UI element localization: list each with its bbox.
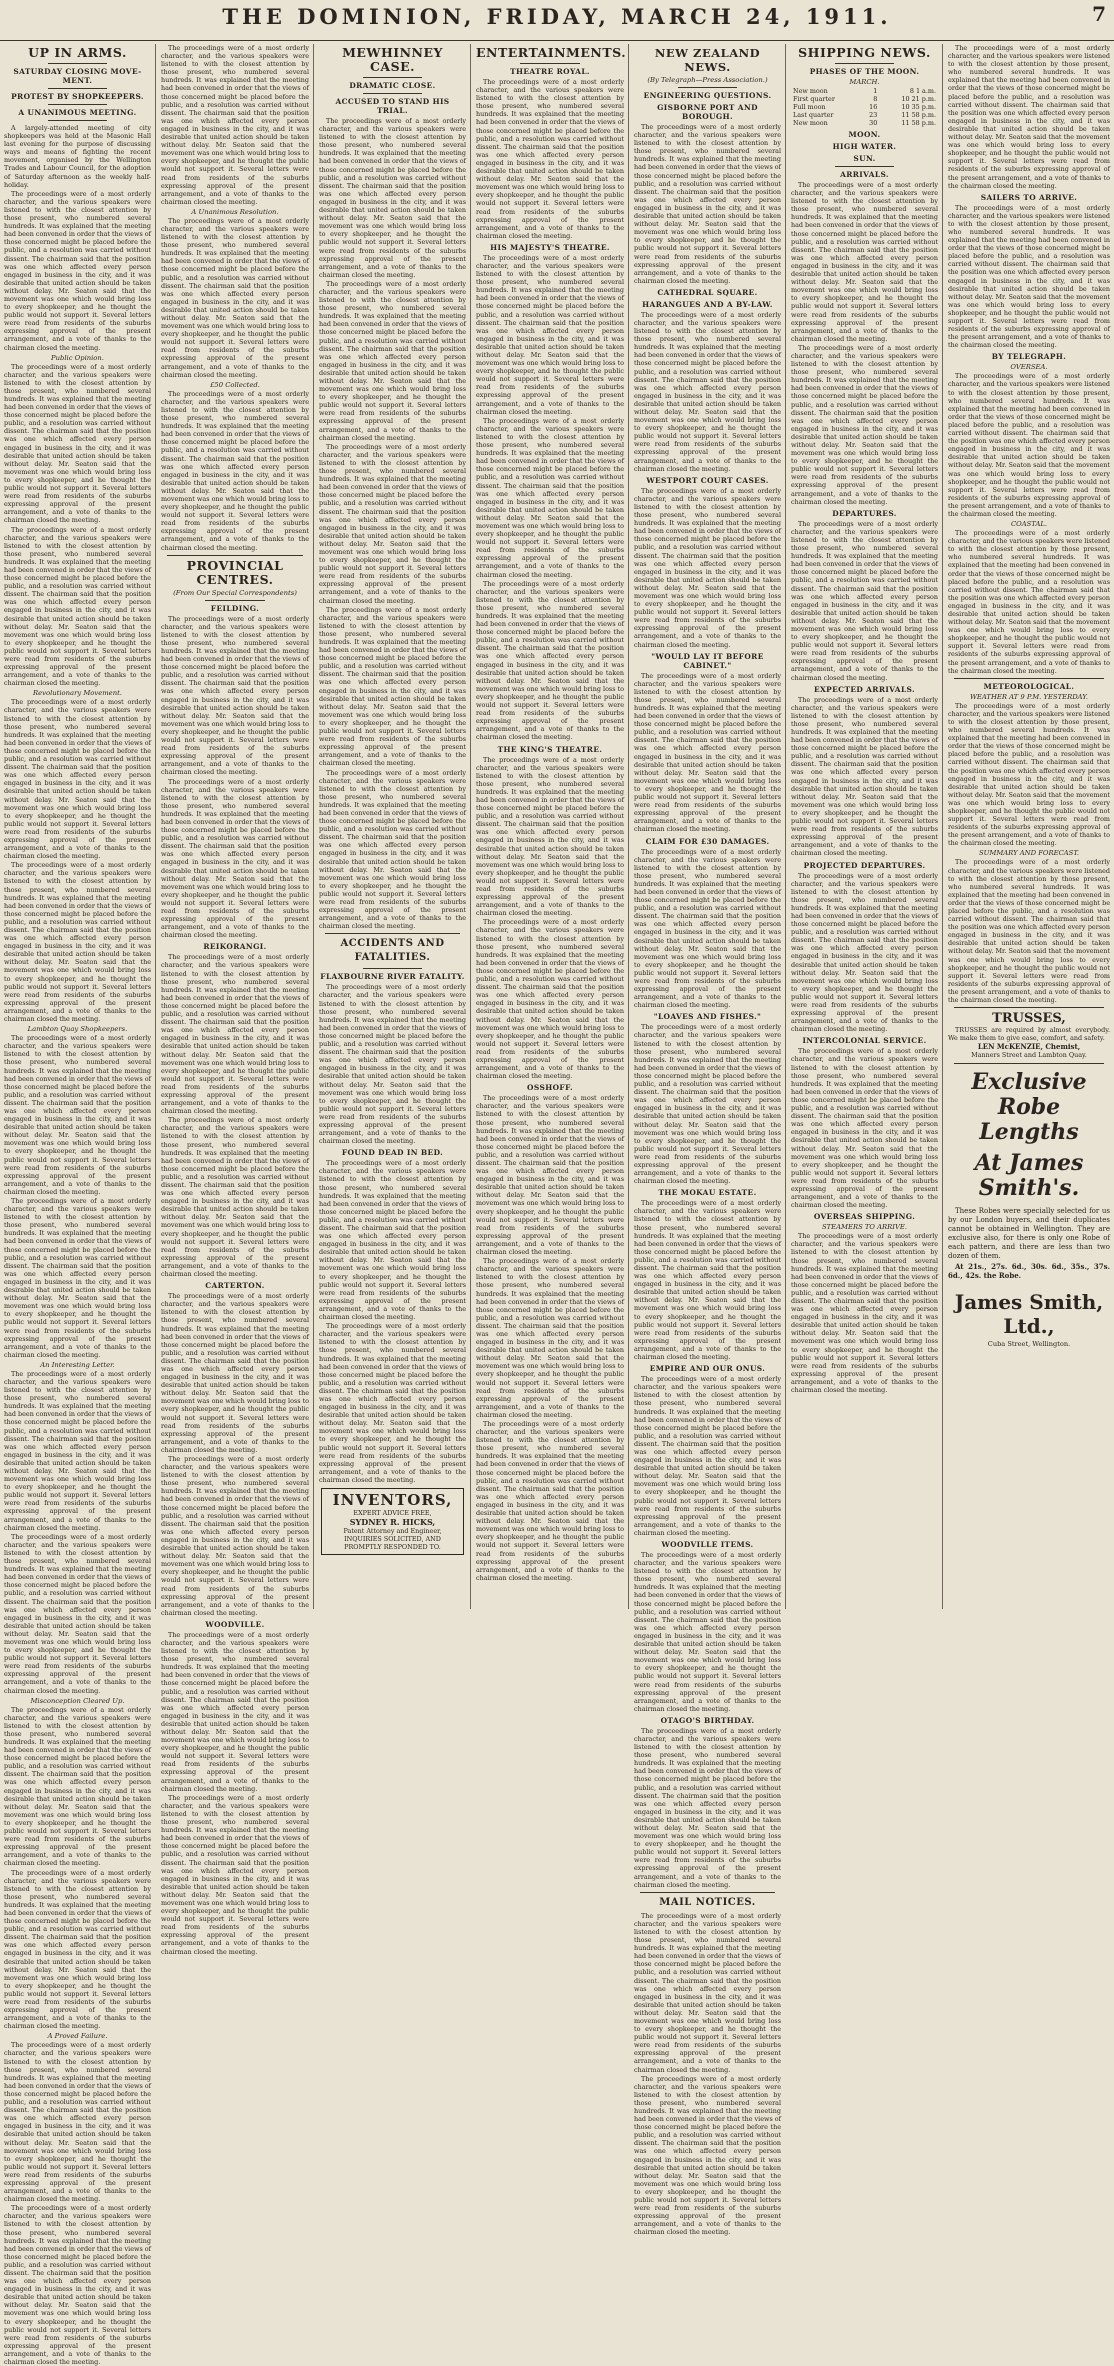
table-row xyxy=(791,95,938,103)
article-text: The proceedings were of a most orderly character, and the various speakers were listened to with the closest attention by those present, who numbered several hundreds. It was explained that the meeting had been convened in order that the views of those concerned might be placed before the public, and a resolution was carried without dissent. The chairman said that the position was one which affected every person engaged in business in the city, and it was desirable that united action should be taken without delay. Mr. Seaton said that the movement was one which would bring loss to every shopkeeper, and he thought the public would not support it. Several letters were read from residents of the suburbs expressing approval of the present arrangement, and a vote of thanks to the chairman closed the meeting. xyxy=(161,1455,309,1617)
article-text: The proceedings were of a most orderly character, and the various speakers were listened to with the closest attention by those present, who numbered several hundreds. It was explained that the meeting had been convened in order that the views of those concerned might be placed before the public, and a resolution was carried without dissent. The chairman said that the position was one which affected every person engaged in business in the city, and it was desirable that united action should be taken without delay. Mr. Seaton said that the movement was one which would bring loss to every shopkeeper, and he thought the public would not support it. Several letters were read from residents of the suburbs expressing approval of the present arrangement, and a vote of thanks to the chairman closed the meeting. xyxy=(476,1094,624,1257)
subhead-theatre-royal: THEATRE ROYAL. xyxy=(510,67,590,76)
moon-phase: Last quarter xyxy=(793,111,834,119)
article-text: The proceedings were of a most orderly character, and the various speakers were listened to with the closest attention by those present, who numbered several hundreds. It was explained that the meeting had been convened in order that the views of those concerned might be placed before the public, and a resolution was carried without dissent. The chairman said that the position was one which affected every person engaged in business in the city, and it was desirable that united action should be taken without delay. Mr. Seaton said that the movement was one which would bring loss to every shopkeeper, and he thought the public would not support it. Several letters were read from residents of the suburbs expressing approval of the present arrangement, and a vote of thanks to the chairman closed the meeting. xyxy=(319,1322,466,1484)
column-7 xyxy=(948,44,1110,1609)
table-row xyxy=(791,111,938,119)
masthead xyxy=(0,0,1114,41)
table-row xyxy=(791,87,938,95)
subhead-woodville: WOODVILLE. xyxy=(205,1619,265,1629)
article-text: The proceedings were of a most orderly character, and the various speakers were listened to with the closest attention by those present, who numbered several hundreds. It was explained that the meeting had been convened in order that the views of those concerned might be placed before the public, and a resolution was carried without dissent. The chairman said that the position was one which affected every person engaged in business in the city, and it was desirable that united action should be taken without delay. Mr. Seaton said that the movement was one which would bring loss to every shopkeeper, and he thought the public would not support it. Several letters were read from residents of the suburbs expressing approval of the present arrangement, and a vote of thanks to the chairman closed the meeting. xyxy=(4,1369,151,1532)
subhead-sailers: SAILERS TO ARRIVE. xyxy=(980,192,1078,202)
table-row xyxy=(791,119,938,127)
headline-accidents: ACCIDENTS AND FATALITIES. xyxy=(340,938,445,964)
article-text: The proceedings were of a most orderly character, and the various speakers were listened to with the closest attention by those present, who numbered several hundreds. It was explained that the meeting had been convened in order that the views of those concerned might be placed before the public, and a resolution was carried without dissent. The chairman said that the position was one which affected every person engaged in business in the city, and it was desirable that united action should be taken without delay. Mr. Seaton said that the movement was one which would bring loss to every shopkeeper, and he thought the public would not support it. Several letters were read from residents of the suburbs expressing approval of the present arrangement, and a vote of thanks to the chairman closed the meeting. xyxy=(319,605,466,768)
article-text: The proceedings were of a most orderly character, and the various speakers were listened to with the closest attention by those present, who numbered several hundreds. It was explained that the meeting had been convened in order that the views of those concerned might be placed before the public, and a resolution was carried without dissent. The chairman said that the position was one which affected every person engaged in business in the city, and it was desirable that united action should be taken without delay. Mr. Seaton said that the movement was one which would bring loss to every shopkeeper, and he thought the public would not support it. Several letters were read from residents of the suburbs expressing approval of the present arrangement, and a vote of thanks to the chairman closed the meeting. xyxy=(319,279,466,442)
column-2 xyxy=(161,44,309,1956)
moon-phase: First quarter xyxy=(793,95,835,103)
article-text: The proceedings were of a most orderly character, and the various speakers were listened to with the closest attention by those present, who numbered several hundreds. It was explained that the meeting had been convened in order that the views of those concerned might be placed before the public, and a resolution was carried without dissent. The chairman said that the position was one which affected every person engaged in business in the city, and it was desirable that united action should be taken without delay. Mr. Seaton said that the movement was one which would bring loss to every shopkeeper, and he thought the public would not support it. Several letters were read from residents of the suburbs expressing approval of the present arrangement, and a vote of thanks to the chairman closed the meeting. xyxy=(4,2204,151,2366)
article-text: The proceedings were of a most orderly character, and the various speakers were listened to with the closest attention by those present, who numbered several hundreds. It was explained that the meeting had been convened in order that the views of those concerned might be placed before the public, and a resolution was carried without dissent. The chairman said that the position was one which affected every person engaged in business in the city, and it was desirable that united action should be taken without delay. Mr. Seaton said that the movement was one which would bring loss to every shopkeeper, and he thought the public would not support it. Several letters were read from residents of the suburbs expressing approval of the present arrangement, and a vote of thanks to the chairman closed the meeting. xyxy=(161,777,309,940)
moon-time: 10 35 p.m. xyxy=(901,103,936,111)
subhead-carterton: CARTERTON. xyxy=(205,1281,265,1291)
subhead-overseas-shipping: OVERSEAS SHIPPING. xyxy=(813,1212,916,1222)
article-text: The proceedings were of a most orderly character, and the various speakers were listened to with the closest attention by those present, who numbered several hundreds. It was explained that the meeting had been convened in order that the views of those concerned might be placed before the public, and a resolution was carried without dissent. The chairman said that the position was one which affected every person engaged in business in the city, and it was desirable that united action should be taken without delay. Mr. Seaton said that the movement was one which would bring loss to every shopkeeper, and he thought the public would not support it. Several letters were read from residents of the suburbs expressing approval of the present arrangement, and a vote of thanks to the chairman closed the meeting. xyxy=(791,871,938,1034)
column-rule xyxy=(785,44,786,1609)
article-text: The proceedings were of a most orderly character, and the various speakers were listened to with the closest attention by those present, who numbered several hundreds. It was explained that the meeting had been convened in order that the views of those concerned might be placed before the public, and a resolution was carried without dissent. The chairman said that the position was one which affected every person engaged in business in the city, and it was desirable that united action should be taken without delay. Mr. Seaton said that the movement was one which would bring loss to every shopkeeper, and he thought the public would not support it. Several letters were read from residents of the suburbs expressing approval of the present arrangement, and a vote of thanks to the chairman closed the meeting. xyxy=(634,671,781,834)
column-rule xyxy=(942,44,943,1609)
article-text: The proceedings were of a most orderly character, and the various speakers were listened to with the closest attention by those present, who numbered several hundreds. It was explained that the meeting had been convened in order that the views of those concerned might be placed before the public, and a resolution was carried without dissent. The chairman said that the position was one which affected every person engaged in business in the city, and it was desirable that united action should be taken without delay. Mr. Seaton said that the movement was one which would bring loss to every shopkeeper, and he thought the public would not support it. Several letters were read from residents of the suburbs expressing approval of the present arrangement, and a vote of thanks to the chairman closed the meeting. xyxy=(161,1630,309,1793)
article-text: The proceedings were of a most orderly character, and the various speakers were listened to with the closest attention by those present, who numbered several hundreds. It was explained that the meeting had been convened in order that the views of those concerned might be placed before the public, and a resolution was carried without dissent. The chairman said that the position was one which affected every person engaged in business in the city, and it was desirable that united action should be taken without delay. Mr. Seaton said that the movement was one which would bring loss to every shopkeeper, and he thought the public would not support it. Several letters were read from residents of the suburbs expressing approval of the present arrangement, and a vote of thanks to the chairman closed the meeting. xyxy=(476,1257,624,1419)
article-text: The proceedings were of a most orderly character, and the various speakers were listened to with the closest attention by those present, who numbered several hundreds. It was explained that the meeting had been convened in order that the views of those concerned might be placed before the public, and a resolution was carried without dissent. The chairman said that the position was one which affected every person engaged in business in the city, and it was desirable that united action should be taken without delay. Mr. Seaton said that the movement was one which would bring loss to every shopkeeper, and he thought the public would not support it. Several letters were read from residents of the suburbs expressing approval of the present arrangement, and a vote of thanks to the chairman closed the meeting. xyxy=(4,1034,151,1196)
headline-mewhinney: MEWHINNEY CASE. xyxy=(342,45,443,74)
moon-time: 11 58 p.m. xyxy=(901,111,936,119)
subhead-flaxbourne: FLAXBOURNE RIVER FATALITY. xyxy=(320,972,465,982)
article-text: The proceedings were of a most orderly character, and the various speakers were listened to with the closest attention by those present, who numbered several hundreds. It was explained that the meeting had been convened in order that the views of those concerned might be placed before the public, and a resolution was carried without dissent. The chairman said that the position was one which affected every person engaged in business in the city, and it was desirable that united action should be taken without delay. Mr. Seaton said that the movement was one which would bring loss to every shopkeeper, and he thought the public would not support it. Several letters were read from residents of the suburbs expressing approval of the present arrangement, and a vote of thanks to the chairman closed the meeting. xyxy=(161,389,309,552)
article-text: The proceedings were of a most orderly character, and the various speakers were listened to with the closest attention by those present, who numbered several hundreds. It was explained that the meeting had been convened in order that the views of those concerned might be placed before the public, and a resolution was carried without dissent. The chairman said that the position was one which affected every person engaged in business in the city, and it was desirable that united action should be taken without delay. Mr. Seaton said that the movement was one which would bring loss to every shopkeeper, and he thought the public would not support it. Several letters were read from residents of the suburbs expressing approval of the present arrangement, and a vote of thanks to the chairman closed the meeting. xyxy=(4,861,151,1024)
article-text: The proceedings were of a most orderly character, and the various speakers were listened to with the closest attention by those present, who numbered several hundreds. It was explained that the meeting had been convened in order that the views of those concerned might be placed before the public, and a resolution was carried without dissent. The chairman said that the position was one which affected every person engaged in business in the city, and it was desirable that united action should be taken without delay. Mr. Seaton said that the movement was one which would bring loss to every shopkeeper, and he thought the public would not support it. Several letters were read from residents of the suburbs expressing approval of the present arrangement, and a vote of thanks to the chairman closed the meeting. xyxy=(161,1116,309,1279)
article-text: The proceedings were of a most orderly character, and the various speakers were listened to with the closest attention by those present, who numbered several hundreds. It was explained that the meeting had been convened in order that the views of those concerned might be placed before the public, and a resolution was carried without dissent. The chairman said that the position was one which affected every person engaged in business in the city, and it was desirable that united action should be taken without delay. Mr. Seaton said that the movement was one which would bring loss to every shopkeeper, and he thought the public would not support it. Several letters were read from residents of the suburbs expressing approval of the present arrangement, and a vote of thanks to the chairman closed the meeting. xyxy=(4,2041,151,2204)
subhead-protest: PROTEST BY SHOPKEEPERS. xyxy=(11,92,144,101)
article-text: The proceedings were of a most orderly character, and the various speakers were listened to with the closest attention by those present, who numbered several hundreds. It was explained that the meeting had been convened in order that the views of those concerned might be placed before the public, and a resolution was carried without dissent. The chairman said that the position was one which affected every person engaged in business in the city, and it was desirable that united action should be taken without delay. Mr. Seaton said that the movement was one which would bring loss to every shopkeeper, and he thought the public would not support it. Several letters were read from residents of the suburbs expressing approval of the present arrangement, and a vote of thanks to the chairman closed the meeting. xyxy=(476,78,624,240)
article-text: The proceedings were of a most orderly character, and the various speakers were listened to with the closest attention by those present, who numbered several hundreds. It was explained that the meeting had been convened in order that the views of those concerned might be placed before the public, and a resolution was carried without dissent. The chairman said that the position was one which affected every person engaged in business in the city, and it was desirable that united action should be taken without delay. Mr. Seaton said that the movement was one which would bring loss to every shopkeeper, and he thought the public would not support it. Several letters were read from residents of the suburbs expressing approval of the present arrangement, and a vote of thanks to the chairman closed the meeting. xyxy=(476,253,624,416)
ad-trusses-title: TRUSSES, xyxy=(992,1011,1066,1027)
article-text: The proceedings were of a most orderly character, and the various speakers were listened to with the closest attention by those present, who numbered several hundreds. It was explained that the meeting had been convened in order that the views of those concerned might be placed before the public, and a resolution was carried without dissent. The chairman said that the position was one which affected every person engaged in business in the city, and it was desirable that united action should be taken without delay. Mr. Seaton said that the movement was one which would bring loss to every shopkeeper, and he thought the public would not support it. Several letters were read from residents of the suburbs expressing approval of the present arrangement, and a vote of thanks to the chairman closed the meeting. xyxy=(791,1232,938,1395)
ad-address: Manners Street and Lambton Quay. xyxy=(971,1051,1087,1060)
article-text: The proceedings were of a most orderly character, and the various speakers were listened to with the closest attention by those present, who numbered several hundreds. It was explained that the meeting had been convened in order that the views of those concerned might be placed before the public, and a resolution was carried without dissent. The chairman said that the position was one which affected every person engaged in business in the city, and it was desirable that united action should be taken without delay. Mr. Seaton said that the movement was one which would bring loss to every shopkeeper, and he thought the public would not support it. Several letters were read from residents of the suburbs expressing approval of the present arrangement, and a vote of thanks to the chairman closed the meeting. xyxy=(634,2074,781,2237)
moon-time: 10 21 p.m. xyxy=(901,95,936,103)
subhead-osshoff: OSSHOFF. xyxy=(527,1083,573,1093)
article-text: The proceedings were of a most orderly character, and the various speakers were listened to with the closest attention by those present, who numbered several hundreds. It was explained that the meeting had been convened in order that the views of those concerned might be placed before the public, and a resolution was carried without dissent. The chairman said that the position was one which affected every person engaged in business in the city, and it was desirable that united action should be taken without delay. Mr. Seaton said that the movement was one which would bring loss to every shopkeeper, and he thought the public would not support it. Several letters were read from residents of the suburbs expressing approval of the present arrangement, and a vote of thanks to the chairman closed the meeting. xyxy=(319,768,466,931)
subhead-otago: OTAGO'S BIRTHDAY. xyxy=(660,1715,755,1725)
moon-day: 16 xyxy=(869,103,878,111)
subhead-engineering: ENGINEERING QUESTIONS. xyxy=(643,91,772,100)
subhead-by-telegraph: BY TELEGRAPH. xyxy=(991,352,1067,362)
article-text: The proceedings were of a most orderly character, and the various speakers were listened to with the closest attention by those present, who numbered several hundreds. It was explained that the meeting had been convened in order that the views of those concerned might be placed before the public, and a resolution was carried without dissent. The chairman said that the position was one which affected every person engaged in business in the city, and it was desirable that united action should be taken without delay. Mr. Seaton said that the movement was one which would bring loss to every shopkeeper, and he thought the public would not support it. Several letters were read from residents of the suburbs expressing approval of the present arrangement, and a vote of thanks to the chairman closed the meeting. xyxy=(4,1532,151,1695)
table-row xyxy=(791,103,938,111)
article-text: The proceedings were of a most orderly character, and the various speakers were listened to with the closest attention by those present, who numbered several hundreds. It was explained that the meeting had been convened in order that the views of those concerned might be placed before the public, and a resolution was carried without dissent. The chairman said that the position was one which affected every person engaged in business in the city, and it was desirable that united action should be taken without delay. Mr. Seaton said that the movement was one which would bring loss to every shopkeeper, and he thought the public would not support it. Several letters were read from residents of the suburbs expressing approval of the present arrangement, and a vote of thanks to the chairman closed the meeting. xyxy=(476,755,624,918)
moon-phase-table xyxy=(791,87,938,127)
column-rule xyxy=(628,44,629,1609)
article-text: The proceedings were of a most orderly character, and the various speakers were listened to with the closest attention by those present, who numbered several hundreds. It was explained that the meeting had been convened in order that the views of those concerned might be placed before the public, and a resolution was carried without dissent. The chairman said that the position was one which affected every person engaged in business in the city, and it was desirable that united action should be taken without delay. Mr. Seaton said that the movement was one which would bring loss to every shopkeeper, and he thought the public would not support it. Several letters were read from residents of the suburbs expressing approval of the present arrangement, and a vote of thanks to the chairman closed the meeting. xyxy=(4,362,151,525)
article-text: The proceedings were of a most orderly character, and the various speakers were listened to with the closest attention by those present, who numbered several hundreds. It was explained that the meeting had been convened in order that the views of those concerned might be placed before the public, and a resolution was carried without dissent. The chairman said that the position was one which affected every person engaged in business in the city, and it was desirable that united action should be taken without delay. Mr. Seaton said that the movement was one which would bring loss to every shopkeeper, and he thought the public would not support it. Several letters were read from residents of the suburbs expressing approval of the present arrangement, and a vote of thanks to the chairman closed the meeting. xyxy=(476,1420,624,1582)
ad-name: SYDNEY R. HICKS, xyxy=(349,1517,436,1528)
ad-robe-text: These Robes were specially selected for us by our London buyers, and their duplicates cannot be obtained in Wellington. They are exclusive also, for there is only one Robe of each pattern, and there are less than two dozen of them. xyxy=(948,1206,1110,1260)
article-text: The proceedings were of a most orderly character, and the various speakers were listened to with the closest attention by those present, who numbered several hundreds. It was explained that the meeting had been convened in order that the views of those concerned might be placed before the public, and a resolution was carried without dissent. The chairman said that the position was one which affected every person engaged in business in the city, and it was desirable that united action should be taken without delay. Mr. Seaton said that the movement was one which would bring loss to every shopkeeper, and he thought the public would not support it. Several letters were read from residents of the suburbs expressing approval of the present arrangement, and a vote of thanks to the chairman closed the meeting. xyxy=(4,698,151,861)
ad-trusses-text: TRUSSES are required by almost everybody. We make them to give ease, comfort, and safety. xyxy=(948,1026,1110,1043)
subhead-oversea: OVERSEA. xyxy=(1010,363,1048,372)
ad-line: EXPERT ADVICE FREE, xyxy=(353,1509,432,1517)
moon-day: 8 xyxy=(873,95,878,103)
ad-company-name: James Smith, Ltd., xyxy=(954,1289,1104,1338)
article-text: The proceedings were of a most orderly character, and the various speakers were listened to with the closest attention by those present, who numbered several hundreds. It was explained that the meeting had been convened in order that the views of those concerned might be placed before the public, and a resolution was carried without dissent. The chairman said that the position was one which affected every person engaged in business in the city, and it was desirable that united action should be taken without delay. Mr. Seaton said that the movement was one which would bring loss to every shopkeeper, and he thought the public would not support it. Several letters were read from residents of the suburbs expressing approval of the present arrangement, and a vote of thanks to the chairman closed the meeting. xyxy=(634,310,781,473)
subhead-expected: EXPECTED ARRIVALS. xyxy=(814,684,915,694)
article-text: The proceedings were of a most orderly character, and the various speakers were listened to with the closest attention by those present, who numbered several hundreds. It was explained that the meeting had been convened in order that the views of those concerned might be placed before the public, and a resolution was carried without dissent. The chairman said that the position was one which affected every person engaged in business in the city, and it was desirable that united action should be taken without delay. Mr. Seaton said that the movement was one which would bring loss to every shopkeeper, and he thought the public would not support it. Several letters were read from residents of the suburbs expressing approval of the present arrangement, and a vote of thanks to the chairman closed the meeting. xyxy=(948,44,1110,190)
moon-day: 1 xyxy=(873,87,878,95)
subhead-summary: SUMMARY AND FORECAST. xyxy=(978,849,1080,858)
column-4 xyxy=(476,44,627,1609)
headline-mail-notices: MAIL NOTICES. xyxy=(659,1896,756,1908)
moon-phase: New moon xyxy=(793,87,828,95)
article-text: The proceedings were of a most orderly character, and the various speakers were listened to with the closest attention by those present, who numbered several hundreds. It was explained that the meeting had been convened in order that the views of those concerned might be placed before the public, and a resolution was carried without dissent. The chairman said that the position was one which affected every person engaged in business in the city, and it was desirable that united action should be taken without delay. Mr. Seaton said that the movement was one which would bring loss to every shopkeeper, and he thought the public would not support it. Several letters were read from residents of the suburbs expressing approval of the present arrangement, and a vote of thanks to the chairman closed the meeting. xyxy=(948,529,1110,675)
moon-time: 11 58 p.m. xyxy=(901,119,936,127)
moon-phase: New moon xyxy=(793,119,828,127)
subhead-high-water: HIGH WATER. xyxy=(832,142,897,151)
article-text: The proceedings were of a most orderly character, and the various speakers were listened to with the closest attention by those present, who numbered several hundreds. It was explained that the meeting had been convened in order that the views of those concerned might be placed before the public, and a resolution was carried without dissent. The chairman said that the position was one which affected every person engaged in business in the city, and it was desirable that united action should be taken without delay. Mr. Seaton said that the movement was one which would bring loss to every shopkeeper, and he thought the public would not support it. Several letters were read from residents of the suburbs expressing approval of the present arrangement, and a vote of thanks to the chairman closed the meeting. xyxy=(791,1047,938,1210)
section-heading: Public Opinion. xyxy=(51,353,104,362)
ad-robe-heading: Exclusive Robe Lengths xyxy=(971,1068,1087,1145)
article-text: The proceedings were of a most orderly character, and the various speakers were listened to with the closest attention by those present, who numbered several hundreds. It was explained that the meeting had been convened in order that the views of those concerned might be placed before the public, and a resolution was carried without dissent. The chairman said that the position was one which affected every person engaged in business in the city, and it was desirable that united action should be taken without delay. Mr. Seaton said that the movement was one which would bring loss to every shopkeeper, and he thought the public would not support it. Several letters were read from residents of the suburbs expressing approval of the present arrangement, and a vote of thanks to the chairman closed the meeting. xyxy=(161,614,309,777)
subhead-woodville-items: WOODVILLE ITEMS. xyxy=(661,1540,754,1549)
column-1 xyxy=(4,44,151,2366)
article-text: The proceedings were of a most orderly character, and the various speakers were listened to with the closest attention by those present, who numbered several hundreds. It was explained that the meeting had been convened in order that the views of those concerned might be placed before the public, and a resolution was carried without dissent. The chairman said that the position was one which affected every person engaged in business in the city, and it was desirable that united action should be taken without delay. Mr. Seaton said that the movement was one which would bring loss to every shopkeeper, and he thought the public would not support it. Several letters were read from residents of the suburbs expressing approval of the present arrangement, and a vote of thanks to the chairman closed the meeting. xyxy=(161,44,309,206)
article-text: The proceedings were of a most orderly character, and the various speakers were listened to with the closest attention by those present, who numbered several hundreds. It was explained that the meeting had been convened in order that the views of those concerned might be placed before the public, and a resolution was carried without dissent. The chairman said that the position was one which affected every person engaged in business in the city, and it was desirable that united action should be taken without delay. Mr. Seaton said that the movement was one which would bring loss to every shopkeeper, and he thought the public would not support it. Several letters were read from residents of the suburbs expressing approval of the present arrangement, and a vote of thanks to the chairman closed the meeting. xyxy=(4,525,151,688)
subhead-reikorangi: REIKORANGI. xyxy=(203,942,267,952)
article-text: The proceedings were of a most orderly character, and the various speakers were listened to with the closest attention by those present, who numbered several hundreds. It was explained that the meeting had been convened in order that the views of those concerned might be placed before the public, and a resolution was carried without dissent. The chairman said that the position was one which affected every person engaged in business in the city, and it was desirable that united action should be taken without delay. Mr. Seaton said that the movement was one which would bring loss to every shopkeeper, and he thought the public would not support it. Several letters were read from residents of the suburbs expressing approval of the present arrangement, and a vote of thanks to the chairman closed the meeting. xyxy=(791,343,938,506)
article-text: The proceedings were of a most orderly character, and the various speakers were listened to with the closest attention by those present, who numbered several hundreds. It was explained that the meeting had been convened in order that the views of those concerned might be placed before the public, and a resolution was carried without dissent. The chairman said that the position was one which affected every person engaged in business in the city, and it was desirable that united action should be taken without delay. Mr. Seaton said that the movement was one which would bring loss to every shopkeeper, and he thought the public would not support it. Several letters were read from residents of the suburbs expressing approval of the present arrangement, and a vote of thanks to the chairman closed the meeting. xyxy=(4,1868,151,2031)
article-text: The proceedings were of a most orderly character, and the various speakers were listened to with the closest attention by those present, who numbered several hundreds. It was explained that the meeting had been convened in order that the views of those concerned might be placed before the public, and a resolution was carried without dissent. The chairman said that the position was one which affected every person engaged in business in the city, and it was desirable that united action should be taken without delay. Mr. Seaton said that the movement was one which would bring loss to every shopkeeper, and he thought the public would not support it. Several letters were read from residents of the suburbs expressing approval of the present arrangement, and a vote of thanks to the chairman closed the meeting. xyxy=(161,1292,309,1454)
subhead-kings-theatre: THE KING'S THEATRE. xyxy=(497,744,603,754)
article-text: The proceedings were of a most orderly character, and the various speakers were listened to with the closest attention by those present, who numbered several hundreds. It was explained that the meeting had been convened in order that the views of those concerned might be placed before the public, and a resolution was carried without dissent. The chairman said that the position was one which affected every person engaged in business in the city, and it was desirable that united action should be taken without delay. Mr. Seaton said that the movement was one which would bring loss to every shopkeeper, and he thought the public would not support it. Several letters were read from residents of the suburbs expressing approval of the present arrangement, and a vote of thanks to the chairman closed the meeting. xyxy=(634,123,781,285)
subhead-coastal: COASTAL. xyxy=(1010,520,1048,529)
ad-prices: At 21s., 27s. 6d., 30s. 6d., 35s., 37s. 6d., 42s. the Robe. xyxy=(948,1261,1110,1280)
moon-phase: Full moon xyxy=(793,103,826,111)
article-text: The proceedings were of a most orderly character, and the various speakers were listened to with the closest attention by those present, who numbered several hundreds. It was explained that the meeting had been convened in order that the views of those concerned might be placed before the public, and a resolution was carried without dissent. The chairman said that the position was one which affected every person engaged in business in the city, and it was desirable that united action should be taken without delay. Mr. Seaton said that the movement was one which would bring loss to every shopkeeper, and he thought the public would not support it. Several letters were read from residents of the suburbs expressing approval of the present arrangement, and a vote of thanks to the chairman closed the meeting. xyxy=(634,1551,781,1713)
article-text: The proceedings were of a most orderly character, and the various speakers were listened to with the closest attention by those present, who numbered several hundreds. It was explained that the meeting had been convened in order that the views of those concerned might be placed before the public, and a resolution was carried without dissent. The chairman said that the position was one which affected every person engaged in business in the city, and it was desirable that united action should be taken without delay. Mr. Seaton said that the movement was one which would bring loss to every shopkeeper, and he thought the public would not support it. Several letters were read from residents of the suburbs expressing approval of the present arrangement, and a vote of thanks to the chairman closed the meeting. xyxy=(319,117,466,279)
article-text: The proceedings were of a most orderly character, and the various speakers were listened to with the closest attention by those present, who numbered several hundreds. It was explained that the meeting had been convened in order that the views of those concerned might be placed before the public, and a resolution was carried without dissent. The chairman said that the position was one which affected every person engaged in business in the city, and it was desirable that united action should be taken without delay. Mr. Seaton said that the movement was one which would bring loss to every shopkeeper, and he thought the public would not support it. Several letters were read from residents of the suburbs expressing approval of the present arrangement, and a vote of thanks to the chairman closed the meeting. xyxy=(476,579,624,742)
subhead-empire: EMPIRE AND OUR ONUS. xyxy=(649,1364,766,1374)
subhead-found-dead: FOUND DEAD IN BED. xyxy=(341,1148,444,1158)
headline-provincial: PROVINCIAL CENTRES. xyxy=(186,557,284,587)
subhead-westport: WESTPORT COURT CASES. xyxy=(646,475,769,485)
column-3 xyxy=(319,44,466,1609)
article-text: The proceedings were of a most orderly character, and the various speakers were listened to with the closest attention by those present, who numbered several hundreds. It was explained that the meeting had been convened in order that the views of those concerned might be placed before the public, and a resolution was carried without dissent. The chairman said that the position was one which affected every person engaged in business in the city, and it was desirable that united action should be taken without delay. Mr. Seaton said that the movement was one which would bring loss to every shopkeeper, and he thought the public would not support it. Several letters were read from residents of the suburbs expressing approval of the present arrangement, and a vote of thanks to the chairman closed the meeting. xyxy=(161,216,309,379)
ad-title: INVENTORS, xyxy=(332,1491,453,1509)
column-6 xyxy=(791,44,938,1609)
subhead-dramatic: DRAMATIC CLOSE. xyxy=(349,81,436,90)
subhead-cathedral: CATHEDRAL SQUARE. xyxy=(657,287,758,297)
moon-day: 23 xyxy=(869,111,878,119)
article-text: The proceedings were of a most orderly character, and the various speakers were listened to with the closest attention by those present, who numbered several hundreds. It was explained that the meeting had been convened in order that the views of those concerned might be placed before the public, and a resolution was carried without dissent. The chairman said that the position was one which affected every person engaged in business in the city, and it was desirable that united action should be taken without delay. Mr. Seaton said that the movement was one which would bring loss to every shopkeeper, and he thought the public would not support it. Several letters were read from residents of the suburbs expressing approval of the present arrangement, and a vote of thanks to the chairman closed the meeting. xyxy=(948,858,1110,1005)
section-heading: Misconception Cleared Up. xyxy=(30,1696,125,1705)
subhead-his-majesty: HIS MAJESTY'S THEATRE. xyxy=(490,242,610,252)
subhead-unanimous: A UNANIMOUS MEETING. xyxy=(18,108,137,117)
article-text: The proceedings were of a most orderly character, and the various speakers were listened to with the closest attention by those present, who numbered several hundreds. It was explained that the meeting had been convened in order that the views of those concerned might be placed before the public, and a resolution was carried without dissent. The chairman said that the position was one which affected every person engaged in business in the city, and it was desirable that united action should be taken without delay. Mr. Seaton said that the movement was one which would bring loss to every shopkeeper, and he thought the public would not support it. Several letters were read from residents of the suburbs expressing approval of the present arrangement, and a vote of thanks to the chairman closed the meeting. xyxy=(4,189,151,352)
subhead-correspondents: (From Our Special Correspondents) xyxy=(173,588,297,597)
headline-shipping: SHIPPING NEWS. xyxy=(798,45,931,60)
article-text: The proceedings were of a most orderly character, and the various speakers were listened to with the closest attention by those present, who numbered several hundreds. It was explained that the meeting had been convened in order that the views of those concerned might be placed before the public, and a resolution was carried without dissent. The chairman said that the position was one which affected every person engaged in business in the city, and it was desirable that united action should be taken without delay. Mr. Seaton said that the movement was one which would bring loss to every shopkeeper, and he thought the public would not support it. Several letters were read from residents of the suburbs expressing approval of the present arrangement, and a vote of thanks to the chairman closed the meeting. xyxy=(319,983,466,1146)
subhead-steamers: STEAMERS TO ARRIVE. xyxy=(821,1223,908,1232)
column-rule xyxy=(313,44,314,1609)
section-heading: Lambton Quay Shopkeepers. xyxy=(27,1025,128,1034)
subhead-harangues: HARANGUES AND A BY-LAW. xyxy=(642,299,773,309)
subhead-claim: CLAIM FOR £30 DAMAGES. xyxy=(645,836,770,846)
article-text: The proceedings were of a most orderly character, and the various speakers were listened to with the closest attention by those present, who numbered several hundreds. It was explained that the meeting had been convened in order that the views of those concerned might be placed before the public, and a resolution was carried without dissent. The chairman said that the position was one which affected every person engaged in business in the city, and it was desirable that united action should be taken without delay. Mr. Seaton said that the movement was one which would bring loss to every shopkeeper, and he thought the public would not support it. Several letters were read from residents of the suburbs expressing approval of the present arrangement, and a vote of thanks to the chairman closed the meeting. xyxy=(948,203,1110,350)
subhead-gisborne: GISBORNE PORT AND BOROUGH. xyxy=(657,103,758,121)
section-heading: An Interesting Letter. xyxy=(40,1360,115,1369)
advertisement-inventors xyxy=(321,1488,464,1555)
ad-chemist: LEN McKENZIE, Chemist, xyxy=(977,1042,1081,1052)
article-text: The proceedings were of a most orderly character, and the various speakers were listened to with the closest attention by those present, who numbered several hundreds. It was explained that the meeting had been convened in order that the views of those concerned might be placed before the public, and a resolution was carried without dissent. The chairman said that the position was one which affected every person engaged in business in the city, and it was desirable that united action should be taken without delay. Mr. Seaton said that the movement was one which would bring loss to every shopkeeper, and he thought the public would not support it. Several letters were read from residents of the suburbs expressing approval of the present arrangement, and a vote of thanks to the chairman closed the meeting. xyxy=(4,1197,151,1359)
article-text: The proceedings were of a most orderly character, and the various speakers were listened to with the closest attention by those present, who numbered several hundreds. It was explained that the meeting had been convened in order that the views of those concerned might be placed before the public, and a resolution was carried without dissent. The chairman said that the position was one which affected every person engaged in business in the city, and it was desirable that united action should be taken without delay. Mr. Seaton said that the movement was one which would bring loss to every shopkeeper, and he thought the public would not support it. Several letters were read from residents of the suburbs expressing approval of the present arrangement, and a vote of thanks to the chairman closed the meeting. xyxy=(634,486,781,649)
subhead-weather: WEATHER AT 9 P.M. YESTERDAY. xyxy=(969,692,1089,701)
subhead-projected: PROJECTED DEPARTURES. xyxy=(803,860,926,870)
article-text: The proceedings were of a most orderly character, and the various speakers were listened to with the closest attention by those present, who numbered several hundreds. It was explained that the meeting had been convened in order that the views of those concerned might be placed before the public, and a resolution was carried without dissent. The chairman said that the position was one which affected every person engaged in business in the city, and it was desirable that united action should be taken without delay. Mr. Seaton said that the movement was one which would bring loss to every shopkeeper, and he thought the public would not support it. Several letters were read from residents of the suburbs expressing approval of the present arrangement, and a vote of thanks to the chairman closed the meeting. xyxy=(948,701,1110,848)
subhead-cabinet: "WOULD LAY IT BEFORE CABINET." xyxy=(651,651,764,670)
article-text: The proceedings were of a most orderly character, and the various speakers were listened to with the closest attention by those present, who numbered several hundreds. It was explained that the meeting had been convened in order that the views of those concerned might be placed before the public, and a resolution was carried without dissent. The chairman said that the position was one which affected every person engaged in business in the city, and it was desirable that united action should be taken without delay. Mr. Seaton said that the movement was one which would bring loss to every shopkeeper, and he thought the public would not support it. Several letters were read from residents of the suburbs expressing approval of the present arrangement, and a vote of thanks to the chairman closed the meeting. xyxy=(791,695,938,858)
subhead-mokau: THE MOKAU ESTATE. xyxy=(658,1188,757,1198)
article-text: The proceedings were of a most orderly character, and the various speakers were listened to with the closest attention by those present, who numbered several hundreds. It was explained that the meeting had been convened in order that the views of those concerned might be placed before the public, and a resolution was carried without dissent. The chairman said that the position was one which affected every person engaged in business in the city, and it was desirable that united action should be taken without delay. Mr. Seaton said that the movement was one which would bring loss to every shopkeeper, and he thought the public would not support it. Several letters were read from residents of the suburbs expressing approval of the present arrangement, and a vote of thanks to the chairman closed the meeting. xyxy=(634,1911,781,2074)
article-text: The proceedings were of a most orderly character, and the various speakers were listened to with the closest attention by those present, who numbered several hundreds. It was explained that the meeting had been convened in order that the views of those concerned might be placed before the public, and a resolution was carried without dissent. The chairman said that the position was one which affected every person engaged in business in the city, and it was desirable that united action should be taken without delay. Mr. Seaton said that the movement was one which would bring loss to every shopkeeper, and he thought the public would not support it. Several letters were read from residents of the suburbs expressing approval of the present arrangement, and a vote of thanks to the chairman closed the meeting. xyxy=(319,1159,466,1322)
headline-up-in-arms: UP IN ARMS. xyxy=(28,45,127,60)
column-5 xyxy=(634,44,781,2237)
article-text: The proceedings were of a most orderly character, and the various speakers were listened to with the closest attention by those present, who numbered several hundreds. It was explained that the meeting had been convened in order that the views of those concerned might be placed before the public, and a resolution was carried without dissent. The chairman said that the position was one which affected every person engaged in business in the city, and it was desirable that united action should be taken without delay. Mr. Seaton said that the movement was one which would bring loss to every shopkeeper, and he thought the public would not support it. Several letters were read from residents of the suburbs expressing approval of the present arrangement, and a vote of thanks to the chairman closed the meeting. xyxy=(161,953,309,1116)
subhead-press-association: (By Telegraph—Press Association.) xyxy=(647,76,768,84)
subhead-accused: ACCUSED TO STAND HIS TRIAL. xyxy=(335,97,450,115)
page-title: THE DOMINION, FRIDAY, MARCH 24, 1911. xyxy=(222,4,892,29)
article-text: The proceedings were of a most orderly character, and the various speakers were listened to with the closest attention by those present, who numbered several hundreds. It was explained that the meeting had been convened in order that the views of those concerned might be placed before the public, and a resolution was carried without dissent. The chairman said that the position was one which affected every person engaged in business in the city, and it was desirable that united action should be taken without delay. Mr. Seaton said that the movement was one which would bring loss to every shopkeeper, and he thought the public would not support it. Several letters were read from residents of the suburbs expressing approval of the present arrangement, and a vote of thanks to the chairman closed the meeting. xyxy=(791,519,938,682)
column-rule xyxy=(155,44,156,1609)
article-text: The proceedings were of a most orderly character, and the various speakers were listened to with the closest attention by those present, who numbered several hundreds. It was explained that the meeting had been convened in order that the views of those concerned might be placed before the public, and a resolution was carried without dissent. The chairman said that the position was one which affected every person engaged in business in the city, and it was desirable that united action should be taken without delay. Mr. Seaton said that the movement was one which would bring loss to every shopkeeper, and he thought the public would not support it. Several letters were read from residents of the suburbs expressing approval of the present arrangement, and a vote of thanks to the chairman closed the meeting. xyxy=(476,416,624,579)
column-rule xyxy=(470,44,471,1609)
ad-line: Patent Attorney and Engineer, xyxy=(343,1527,442,1536)
section-heading: £50 Collected. xyxy=(210,380,260,389)
article-paragraph: A largely-attended meeting of city shopkeepers was held at the Masonic Hall last evening for the purpose of discussing ways and means of fighting the recent movement, organised by the Wellington Trades and Labour Council, for the adoption of Saturday afternoon as the weekly half-holiday. xyxy=(4,124,151,189)
article-text: The proceedings were of a most orderly character, and the various speakers were listened to with the closest attention by those present, who numbered several hundreds. It was explained that the meeting had been convened in order that the views of those concerned might be placed before the public, and a resolution was carried without dissent. The chairman said that the position was one which affected every person engaged in business in the city, and it was desirable that united action should be taken without delay. Mr. Seaton said that the movement was one which would bring loss to every shopkeeper, and he thought the public would not support it. Several letters were read from residents of the suburbs expressing approval of the present arrangement, and a vote of thanks to the chairman closed the meeting. xyxy=(4,1705,151,1868)
subhead-month: MARCH. xyxy=(849,78,880,86)
section-heading: Revolutionary Movement. xyxy=(33,689,122,698)
ad-robe-subheading: At James Smith's. xyxy=(974,1149,1084,1201)
article-text: The proceedings were of a most orderly character, and the various speakers were listened to with the closest attention by those present, who numbered several hundreds. It was explained that the meeting had been convened in order that the views of those concerned might be placed before the public, and a resolution was carried without dissent. The chairman said that the position was one which affected every person engaged in business in the city, and it was desirable that united action should be taken without delay. Mr. Seaton said that the movement was one which would bring loss to every shopkeeper, and he thought the public would not support it. Several letters were read from residents of the suburbs expressing approval of the present arrangement, and a vote of thanks to the chairman closed the meeting. xyxy=(634,1023,781,1186)
subhead-sun: SUN. xyxy=(853,154,876,163)
subhead-intercolonial: INTERCOLONIAL SERVICE. xyxy=(802,1036,927,1046)
section-heading: A Unanimous Resolution. xyxy=(191,207,279,216)
article-text: The proceedings were of a most orderly character, and the various speakers were listened to with the closest attention by those present, who numbered several hundreds. It was explained that the meeting had been convened in order that the views of those concerned might be placed before the public, and a resolution was carried without dissent. The chairman said that the position was one which affected every person engaged in business in the city, and it was desirable that united action should be taken without delay. Mr. Seaton said that the movement was one which would bring loss to every shopkeeper, and he thought the public would not support it. Several letters were read from residents of the suburbs expressing approval of the present arrangement, and a vote of thanks to the chairman closed the meeting. xyxy=(791,181,938,343)
ad-line: INQUIRIES SOLICITED, AND PROMPTLY RESPONDED TO. xyxy=(344,1535,441,1552)
subhead-meteorological: METEOROLOGICAL. xyxy=(983,681,1075,691)
ad-company-address: Cuba Street, Wellington. xyxy=(987,1339,1071,1348)
article-text: The proceedings were of a most orderly character, and the various speakers were listened to with the closest attention by those present, who numbered several hundreds. It was explained that the meeting had been convened in order that the views of those concerned might be placed before the public, and a resolution was carried without dissent. The chairman said that the position was one which affected every person engaged in business in the city, and it was desirable that united action should be taken without delay. Mr. Seaton said that the movement was one which would bring loss to every shopkeeper, and he thought the public would not support it. Several letters were read from residents of the suburbs expressing approval of the present arrangement, and a vote of thanks to the chairman closed the meeting. xyxy=(634,1199,781,1362)
article-text: The proceedings were of a most orderly character, and the various speakers were listened to with the closest attention by those present, who numbered several hundreds. It was explained that the meeting had been convened in order that the views of those concerned might be placed before the public, and a resolution was carried without dissent. The chairman said that the position was one which affected every person engaged in business in the city, and it was desirable that united action should be taken without delay. Mr. Seaton said that the movement was one which would bring loss to every shopkeeper, and he thought the public would not support it. Several letters were read from residents of the suburbs expressing approval of the present arrangement, and a vote of thanks to the chairman closed the meeting. xyxy=(476,918,624,1081)
subhead-departures: DEPARTURES. xyxy=(832,508,897,518)
section-heading: A Proved Failure. xyxy=(47,2032,108,2041)
article-text: The proceedings were of a most orderly character, and the various speakers were listened to with the closest attention by those present, who numbered several hundreds. It was explained that the meeting had been convened in order that the views of those concerned might be placed before the public, and a resolution was carried without dissent. The chairman said that the position was one which affected every person engaged in business in the city, and it was desirable that united action should be taken without delay. Mr. Seaton said that the movement was one which would bring loss to every shopkeeper, and he thought the public would not support it. Several letters were read from residents of the suburbs expressing approval of the present arrangement, and a vote of thanks to the chairman closed the meeting. xyxy=(161,1793,309,1956)
article-text: The proceedings were of a most orderly character, and the various speakers were listened to with the closest attention by those present, who numbered several hundreds. It was explained that the meeting had been convened in order that the views of those concerned might be placed before the public, and a resolution was carried without dissent. The chairman said that the position was one which affected every person engaged in business in the city, and it was desirable that united action should be taken without delay. Mr. Seaton said that the movement was one which would bring loss to every shopkeeper, and he thought the public would not support it. Several letters were read from residents of the suburbs expressing approval of the present arrangement, and a vote of thanks to the chairman closed the meeting. xyxy=(319,442,466,605)
headline-entertainments: ENTERTAINMENTS. xyxy=(476,45,627,60)
article-text: The proceedings were of a most orderly character, and the various speakers were listened to with the closest attention by those present, who numbered several hundreds. It was explained that the meeting had been convened in order that the views of those concerned might be placed before the public, and a resolution was carried without dissent. The chairman said that the position was one which affected every person engaged in business in the city, and it was desirable that united action should be taken without delay. Mr. Seaton said that the movement was one which would bring loss to every shopkeeper, and he thought the public would not support it. Several letters were read from residents of the suburbs expressing approval of the present arrangement, and a vote of thanks to the chairman closed the meeting. xyxy=(948,372,1110,518)
subhead-feilding: FEILDING. xyxy=(210,603,260,613)
moon-time: 8 1 a.m. xyxy=(909,87,936,95)
article-text: The proceedings were of a most orderly character, and the various speakers were listened to with the closest attention by those present, who numbered several hundreds. It was explained that the meeting had been convened in order that the views of those concerned might be placed before the public, and a resolution was carried without dissent. The chairman said that the position was one which affected every person engaged in business in the city, and it was desirable that united action should be taken without delay. Mr. Seaton said that the movement was one which would bring loss to every shopkeeper, and he thought the public would not support it. Several letters were read from residents of the suburbs expressing approval of the present arrangement, and a vote of thanks to the chairman closed the meeting. xyxy=(634,847,781,1010)
moon-day: 30 xyxy=(869,119,878,127)
article-text: The proceedings were of a most orderly character, and the various speakers were listened to with the closest attention by those present, who numbered several hundreds. It was explained that the meeting had been convened in order that the views of those concerned might be placed before the public, and a resolution was carried without dissent. The chairman said that the position was one which affected every person engaged in business in the city, and it was desirable that united action should be taken without delay. Mr. Seaton said that the movement was one which would bring loss to every shopkeeper, and he thought the public would not support it. Several letters were read from residents of the suburbs expressing approval of the present arrangement, and a vote of thanks to the chairman closed the meeting. xyxy=(634,1375,781,1537)
page-number: 7 xyxy=(1092,2,1106,26)
subhead-loaves: "LOAVES AND FISHES." xyxy=(653,1012,762,1022)
subhead-phases: PHASES OF THE MOON. xyxy=(809,67,920,76)
headline-nz-news: NEW ZEALAND NEWS. xyxy=(654,46,761,74)
subhead-arrivals: ARRIVALS. xyxy=(840,170,889,179)
subhead-saturday-closing: SATURDAY CLOSING MOVE- MENT. xyxy=(13,67,142,85)
subhead-moon: MOON. xyxy=(848,130,881,139)
article-text: The proceedings were of a most orderly character, and the various speakers were listened to with the closest attention by those present, who numbered several hundreds. It was explained that the meeting had been convened in order that the views of those concerned might be placed before the public, and a resolution was carried without dissent. The chairman said that the position was one which affected every person engaged in business in the city, and it was desirable that united action should be taken without delay. Mr. Seaton said that the movement was one which would bring loss to every shopkeeper, and he thought the public would not support it. Several letters were read from residents of the suburbs expressing approval of the present arrangement, and a vote of thanks to the chairman closed the meeting. xyxy=(634,1726,781,1889)
